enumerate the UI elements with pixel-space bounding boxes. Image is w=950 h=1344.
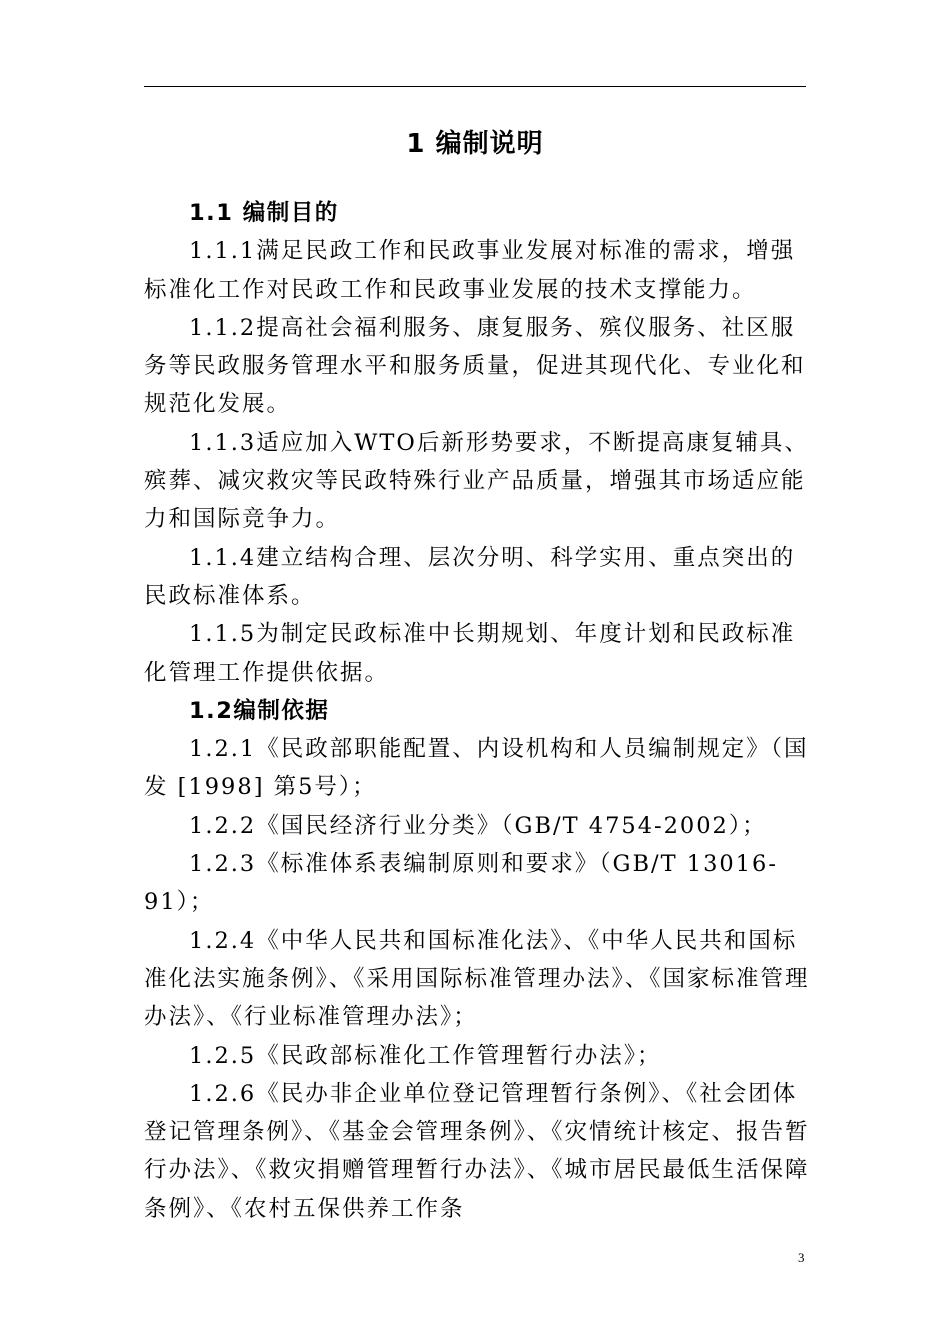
- paragraph-1-1-4: 1.1.4建立结构合理、层次分明、科学实用、重点突出的民政标准体系。: [144, 544, 796, 609]
- section-heading-1-2: 1.2编制依据: [189, 697, 330, 724]
- paragraph-1-1-5: 1.1.5为制定民政标准中长期规划、年度计划和民政标准化管理工作提供依据。: [144, 621, 796, 686]
- header-rule: [144, 86, 806, 87]
- document-body: [144, 194, 814, 1228]
- paragraph-1-1-3: 1.1.3适应加入WTO后新形势要求，不断提高康复辅具、殡葬、减灾救灾等民政特殊行业产品质量，增强其市场适应能力和国际竞争力。: [144, 429, 809, 533]
- paragraph-1-2-6: 1.2.6《民办非企业单位登记管理暂行条例》、《社会团体登记管理条例》、《基金会管理条例》、《灾情统计核定、报告暂行办法》、《救灾捐赠管理暂行办法》、《城市居民最低生活保障条例》、《农村五保供养工作条: [144, 1080, 810, 1222]
- paragraph-1-2-3: 1.2.3《标准体系表编制原则和要求》（GB/T 13016-91）；: [144, 851, 778, 916]
- paragraph-1-1-2: 1.1.2提高社会福利服务、康复服务、殡仪服务、社区服务等民政服务管理水平和服务质量，促进其现代化、专业化和规范化发展。: [144, 314, 806, 418]
- section-heading-1-1: 1.1 编制目的: [189, 200, 339, 226]
- paragraph-1-1-1: 1.1.1满足民政工作和民政事业发展对标准的需求，增强标准化工作对民政工作和民政事业发展的技术支撑能力。: [144, 238, 796, 303]
- paragraph-1-2-2: 1.2.2《国民经济行业分类》（GB/T 4754-2002）；: [189, 812, 767, 839]
- chapter-title: 1 编制说明: [406, 129, 544, 159]
- paragraph-1-2-1: 1.2.1《民政部职能配置、内设机构和人员编制规定》（国发 [1998] 第5号）；: [144, 736, 809, 801]
- paragraph-1-2-5: 1.2.5《民政部标准化工作管理暂行办法》；: [189, 1042, 662, 1069]
- page-number: 3: [798, 1250, 805, 1265]
- paragraph-1-2-4: 1.2.4《中华人民共和国标准化法》、《中华人民共和国标准化法实施条例》、《采用国际标准管理办法》、《国家标准管理办法》、《行业标准管理办法》；: [144, 927, 810, 1031]
